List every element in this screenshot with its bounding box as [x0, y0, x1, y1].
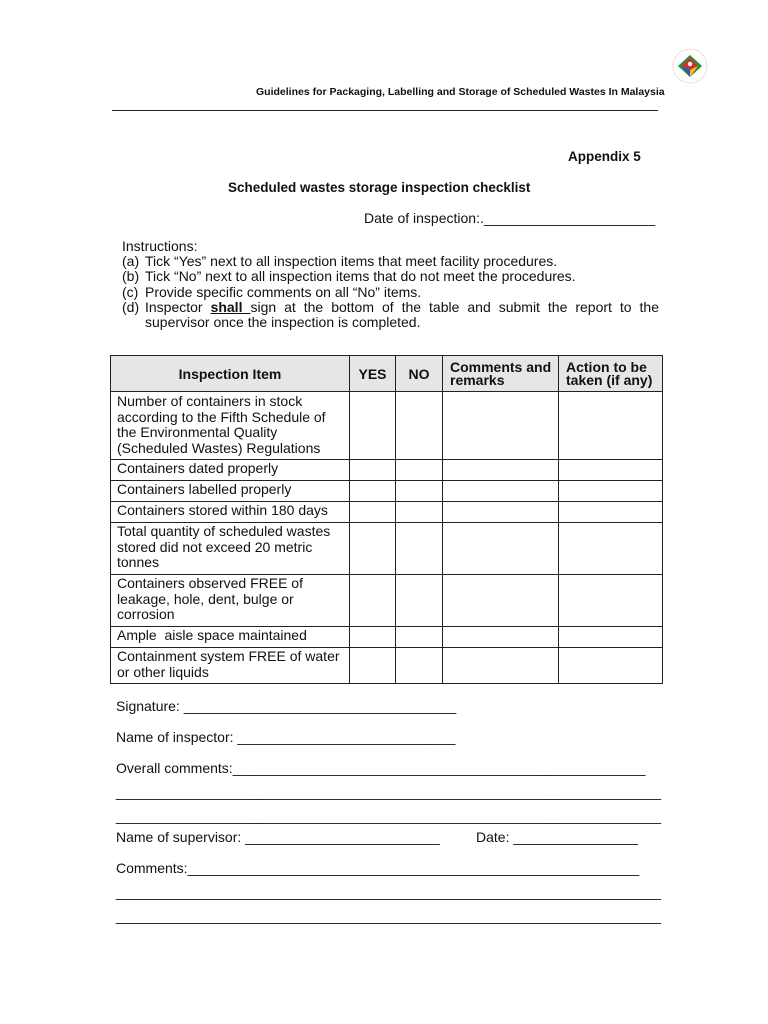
column-header-action: Action to be taken (if any): [559, 356, 663, 392]
yes-cell[interactable]: [350, 460, 396, 481]
instruction-item: [122, 254, 659, 269]
no-cell[interactable]: [396, 648, 443, 684]
action-cell[interactable]: [559, 523, 663, 575]
signature-field[interactable]: Signature: ___________________________________: [116, 698, 457, 714]
document-title: Scheduled wastes storage inspection checklist: [228, 180, 531, 195]
header-divider: [112, 110, 658, 111]
inspection-checklist-table: [110, 355, 663, 684]
instruction-item: [122, 285, 659, 300]
yes-cell[interactable]: [350, 575, 396, 627]
action-cell[interactable]: [559, 575, 663, 627]
table-row: [111, 648, 663, 684]
inspection-item-cell: Containers dated properly: [111, 460, 350, 481]
inspection-item-cell: Total quantity of scheduled wastes stored did not exceed 20 metric tonnes: [111, 523, 350, 575]
column-header-no: NO: [396, 356, 443, 392]
inspection-item-cell: Containers observed FREE of leakage, hole, dent, bulge or corrosion: [111, 575, 350, 627]
instruction-text: [145, 300, 659, 330]
supervisor-comments-line-3[interactable]: ______________________________________________________________________: [116, 908, 662, 924]
action-cell[interactable]: [559, 392, 663, 460]
instruction-text-before: Inspector: [145, 298, 211, 315]
name-of-inspector-field[interactable]: Name of inspector: ____________________________: [116, 729, 456, 745]
supervisor-comments-field[interactable]: Comments:__________________________________________________________: [116, 860, 640, 876]
instruction-text: Tick “Yes” next to all inspection items that meet facility procedures.: [145, 253, 558, 270]
inspection-item-cell: Ample aisle space maintained: [111, 627, 350, 648]
table-row: [111, 523, 663, 575]
instruction-line-1: [145, 300, 659, 315]
column-header-inspection-item: Inspection Item: [111, 356, 350, 392]
comments-cell[interactable]: [443, 392, 559, 460]
column-header-yes: YES: [350, 356, 396, 392]
action-cell[interactable]: [559, 627, 663, 648]
header-title: Guidelines for Packaging, Labelling and Storage of Scheduled Wastes In Malaysia: [256, 86, 665, 98]
table-row: [111, 627, 663, 648]
yes-cell[interactable]: [350, 502, 396, 523]
comments-cell[interactable]: [443, 523, 559, 575]
comments-cell[interactable]: [443, 502, 559, 523]
supervisor-date-field[interactable]: Date: ________________: [476, 829, 638, 845]
overall-comments-field[interactable]: Overall comments:_____________________________________________________: [116, 760, 646, 776]
comments-cell[interactable]: [443, 575, 559, 627]
instruction-label: (d): [122, 298, 140, 315]
yes-cell[interactable]: [350, 481, 396, 502]
instruction-text-after: sign at the bottom of the table and submit the report to the: [250, 298, 660, 315]
no-cell[interactable]: [396, 502, 443, 523]
instruction-label: (b): [122, 268, 140, 285]
instruction-label: (a): [122, 253, 140, 270]
table-header-row: [111, 356, 663, 392]
instruction-label: (c): [122, 283, 139, 300]
instruction-shall-emphasis: shall: [210, 298, 251, 315]
yes-cell[interactable]: [350, 392, 396, 460]
inspection-item-cell: Number of containers in stock according to the Fifth Schedule of the Environmental Quality (Scheduled Wastes) Regulations: [111, 392, 350, 460]
comments-cell[interactable]: [443, 460, 559, 481]
no-cell[interactable]: [396, 627, 443, 648]
comments-cell[interactable]: [443, 627, 559, 648]
date-of-inspection-field[interactable]: Date of inspection:.______________________: [364, 210, 656, 226]
action-cell[interactable]: [559, 502, 663, 523]
instructions-heading: Instructions:: [122, 238, 198, 254]
yes-cell[interactable]: [350, 648, 396, 684]
instruction-item: [122, 269, 659, 284]
action-cell[interactable]: [559, 460, 663, 481]
no-cell[interactable]: [396, 392, 443, 460]
name-of-supervisor-field[interactable]: Name of supervisor: _________________________: [116, 829, 440, 845]
overall-comments-line-2[interactable]: ______________________________________________________________________: [116, 784, 662, 800]
instructions-block: [122, 239, 659, 330]
comments-cell[interactable]: [443, 481, 559, 502]
no-cell[interactable]: [396, 575, 443, 627]
table-row: [111, 575, 663, 627]
action-cell[interactable]: [559, 648, 663, 684]
table-row: [111, 502, 663, 523]
comments-cell[interactable]: [443, 648, 559, 684]
table-row: [111, 481, 663, 502]
inspection-item-cell: Containers stored within 180 days: [111, 502, 350, 523]
no-cell[interactable]: [396, 460, 443, 481]
instruction-item: [122, 300, 659, 330]
yes-cell[interactable]: [350, 523, 396, 575]
no-cell[interactable]: [396, 523, 443, 575]
department-of-environment-logo-icon: [668, 46, 712, 86]
instruction-text: Provide specific comments on all “No” items.: [145, 283, 422, 300]
supervisor-comments-line-2[interactable]: ______________________________________________________________________: [116, 884, 662, 900]
no-cell[interactable]: [396, 481, 443, 502]
instruction-line-2: supervisor once the inspection is completed.: [145, 314, 421, 331]
instruction-text: Tick “No” next to all inspection items that do not meet the procedures.: [145, 268, 576, 285]
table-row: [111, 460, 663, 481]
action-cell[interactable]: [559, 481, 663, 502]
column-header-comments: Comments and remarks: [443, 356, 559, 392]
table-row: [111, 392, 663, 460]
inspection-item-cell: Containers labelled properly: [111, 481, 350, 502]
inspection-item-cell: Containment system FREE of water or other liquids: [111, 648, 350, 684]
overall-comments-line-3[interactable]: ______________________________________________________________________: [116, 808, 662, 824]
yes-cell[interactable]: [350, 627, 396, 648]
appendix-label: Appendix 5: [568, 149, 641, 164]
